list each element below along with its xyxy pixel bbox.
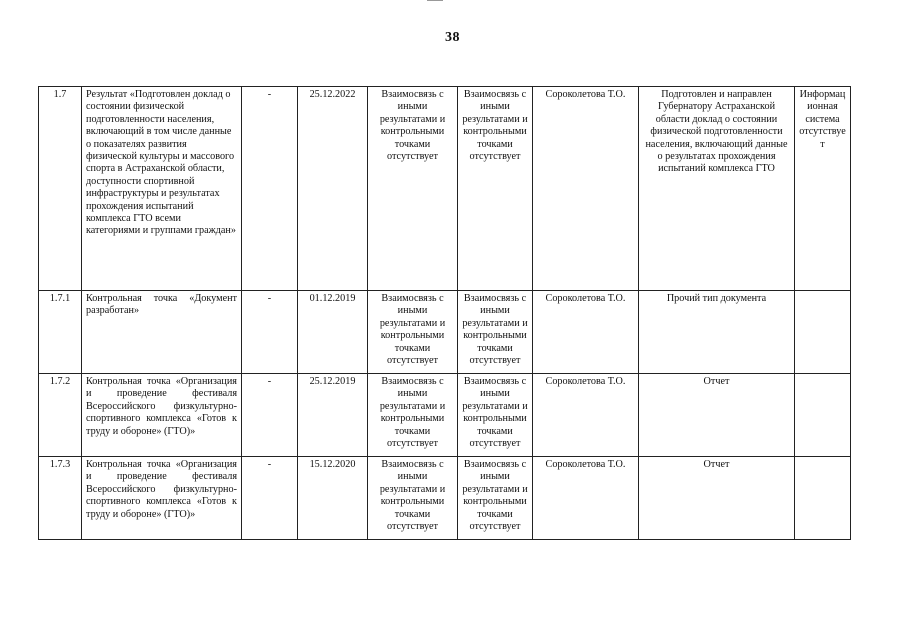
table-row [39,457,851,540]
row-info-system [795,374,851,457]
row-dash: - [242,374,298,457]
row-relation-results: Взаимосвязь с иными результатами и контрольными точками отсутствует [368,291,458,374]
row-document: Подготовлен и направлен Губернатору Астраханской области доклад о состоянии физической подготовленности населения, включающий данные о результатах прохождения испытаний комплекса ГТО [639,87,795,291]
row-relation-results: Взаимосвязь с иными результатами и контрольными точками отсутствует [368,374,458,457]
row-relation-points: Взаимосвязь с иными результатами и контрольными точками отсутствует [458,291,533,374]
row-document: Прочий тип документа [639,291,795,374]
row-dash: - [242,87,298,291]
row-relation-points: Взаимосвязь с иными результатами и контрольными точками отсутствует [458,374,533,457]
row-date: 01.12.2019 [298,291,368,374]
row-relation-results: Взаимосвязь с иными результатами и контрольными точками отсутствует [368,87,458,291]
row-name: Контрольная точка «Документ разработан» [82,291,242,374]
row-responsible: Сороколетова Т.О. [533,457,639,540]
scan-mark [427,0,443,3]
table-row [39,291,851,374]
row-info-system [795,291,851,374]
row-number: 1.7.2 [39,374,82,457]
row-relation-results: Взаимосвязь с иными результатами и контрольными точками отсутствует [368,457,458,540]
row-relation-points: Взаимосвязь с иными результатами и контрольными точками отсутствует [458,87,533,291]
row-name: Контрольная точка «Организация и проведение фестиваля Всероссийского физкультурно-спортивного комплекса «Готов к труду и обороне» (ГТО)» [82,374,242,457]
row-number: 1.7.1 [39,291,82,374]
row-date: 25.12.2022 [298,87,368,291]
row-document: Отчет [639,457,795,540]
row-info-system [795,457,851,540]
row-name: Результат «Подготовлен доклад о состоянии физической подготовленности населения, включающий в том числе данные о показателях развития физической культуры и массового спорта в Астраханской области, доступности спортивной инфраструктуры и результатах прохождения испытаний комплекса ГТО всеми категориями и группами граждан» [82,87,242,291]
row-responsible: Сороколетова Т.О. [533,291,639,374]
row-info-system: Информационная система отсутствует [795,87,851,291]
table-row [39,87,851,291]
row-date: 25.12.2019 [298,374,368,457]
row-number: 1.7.3 [39,457,82,540]
table-row [39,374,851,457]
plan-table [38,86,851,540]
row-relation-points: Взаимосвязь с иными результатами и контрольными точками отсутствует [458,457,533,540]
row-date: 15.12.2020 [298,457,368,540]
row-name: Контрольная точка «Организация и проведение фестиваля Всероссийского физкультурно-спортивного комплекса «Готов к труду и обороне» (ГТО)» [82,457,242,540]
page-number: 38 [445,30,460,45]
row-number: 1.7 [39,87,82,291]
row-document: Отчет [639,374,795,457]
row-dash: - [242,291,298,374]
row-responsible: Сороколетова Т.О. [533,374,639,457]
row-responsible: Сороколетова Т.О. [533,87,639,291]
row-dash: - [242,457,298,540]
